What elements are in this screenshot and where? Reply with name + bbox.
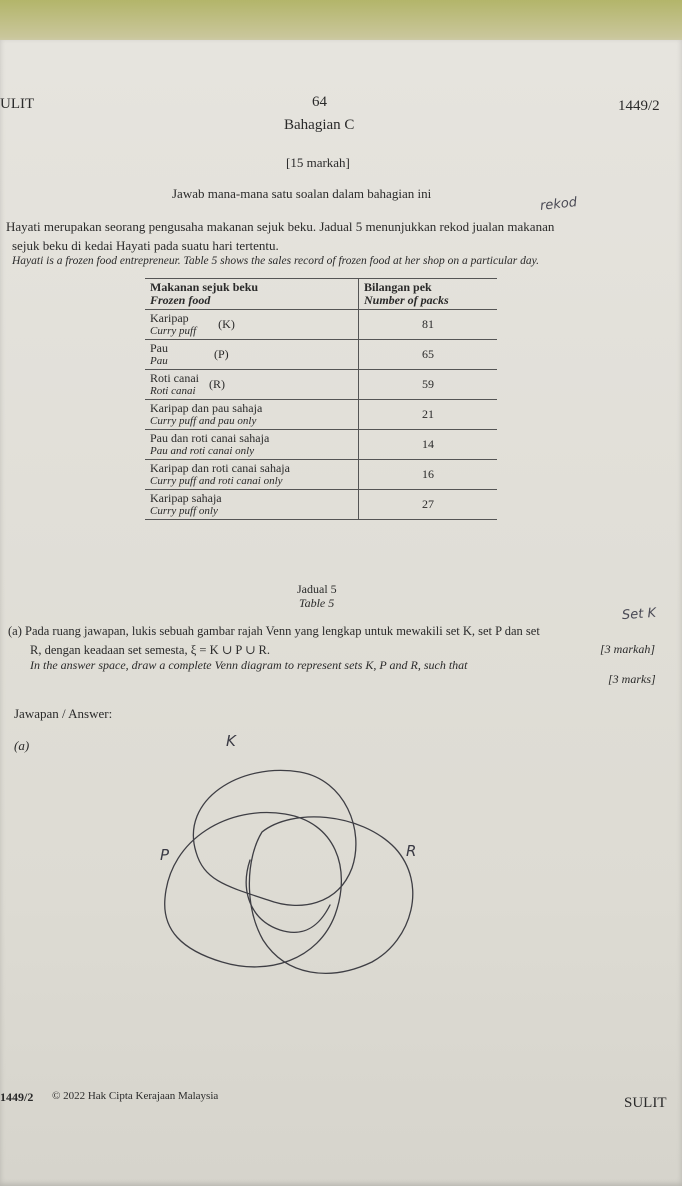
venn-circle-p [165, 813, 342, 967]
section-marks: [15 markah] [286, 155, 350, 170]
table-cell-value: 16 [359, 460, 498, 490]
table-cell-value: 14 [359, 430, 498, 460]
table-header-food: Makanan sejuk beku Frozen food [145, 279, 359, 310]
page-number: 64 [312, 94, 327, 110]
part-a-marks-ms: [3 markah] [600, 642, 656, 656]
section-instruction: Jawab mana-mana satu soalan dalam bahagian ini [172, 186, 432, 201]
table-cell-value: 59 [359, 370, 498, 400]
answer-part-label: (a) [14, 738, 30, 753]
question-line-1: Hayati merupakan seorang pengusaha makanan sejuk beku. Jadual 5 menunjukkan rekod jualan makanan [6, 219, 555, 234]
table-cell-value: 81 [359, 310, 498, 340]
table-row: Karipap dan pau sahaja Curry puff and pau only 21 [145, 400, 497, 430]
part-a-line-2: R, dengan keadaan set semesta, ξ = K ∪ P ∪ R. [30, 643, 271, 657]
part-a-line-1: (a) Pada ruang jawapan, lukis sebuah gambar rajah Venn yang lengkap untuk mewakili set K, set P dan set [8, 624, 540, 638]
table-row: Pau Pau (P) 65 [145, 340, 497, 370]
table-row: Karipap dan roti canai sahaja Curry puff and roti canai only 16 [145, 460, 497, 490]
table-row: Roti canai Roti canai (R) 59 [145, 370, 497, 400]
table-row: Pau dan roti canai sahaja Pau and roti canai only 14 [145, 430, 497, 460]
footer-copyright: © 2022 Hak Cipta Kerajaan Malaysia [52, 1090, 219, 1102]
venn-label-k: K [226, 732, 236, 750]
answer-label: Jawapan / Answer: [14, 706, 113, 721]
paper-code: 1449/2 [618, 98, 660, 114]
table-caption-en: Table 5 [299, 596, 335, 610]
venn-label-r: R [406, 842, 417, 860]
question-line-2: sejuk beku di kedai Hayati pada suatu hari tertentu. [12, 238, 279, 253]
table-cell-value: 65 [359, 340, 498, 370]
handwritten-note-top: rekod [539, 195, 578, 214]
part-a-marks-en: [3 marks] [608, 672, 656, 686]
table-row: Karipap Curry puff (K) 81 [145, 310, 497, 340]
venn-label-p: P [160, 846, 170, 864]
footer-right: SULIT [624, 1095, 667, 1111]
table-cell-value: 21 [359, 400, 498, 430]
table-row: Karipap sahaja Curry puff only 27 [145, 490, 497, 520]
table-caption-ms: Jadual 5 [297, 582, 337, 596]
footer-code: 1449/2 [0, 1090, 34, 1104]
question-line-3-en: Hayati is a frozen food entrepreneur. Table 5 shows the sales record of frozen food at her shop on a particular day. [12, 255, 539, 267]
table-cell-value: 27 [359, 490, 498, 520]
header-left: ULIT [0, 96, 35, 112]
section-title: Bahagian C [284, 117, 355, 133]
venn-circle-k [193, 770, 356, 905]
table-header-packs: Bilangan pek Number of packs [359, 279, 498, 310]
handwritten-note-side: Set K [621, 605, 657, 624]
venn-inner-arc [246, 860, 330, 932]
part-a-line-3-en: In the answer space, draw a complete Venn diagram to represent sets K, P and R, such that [30, 658, 468, 672]
